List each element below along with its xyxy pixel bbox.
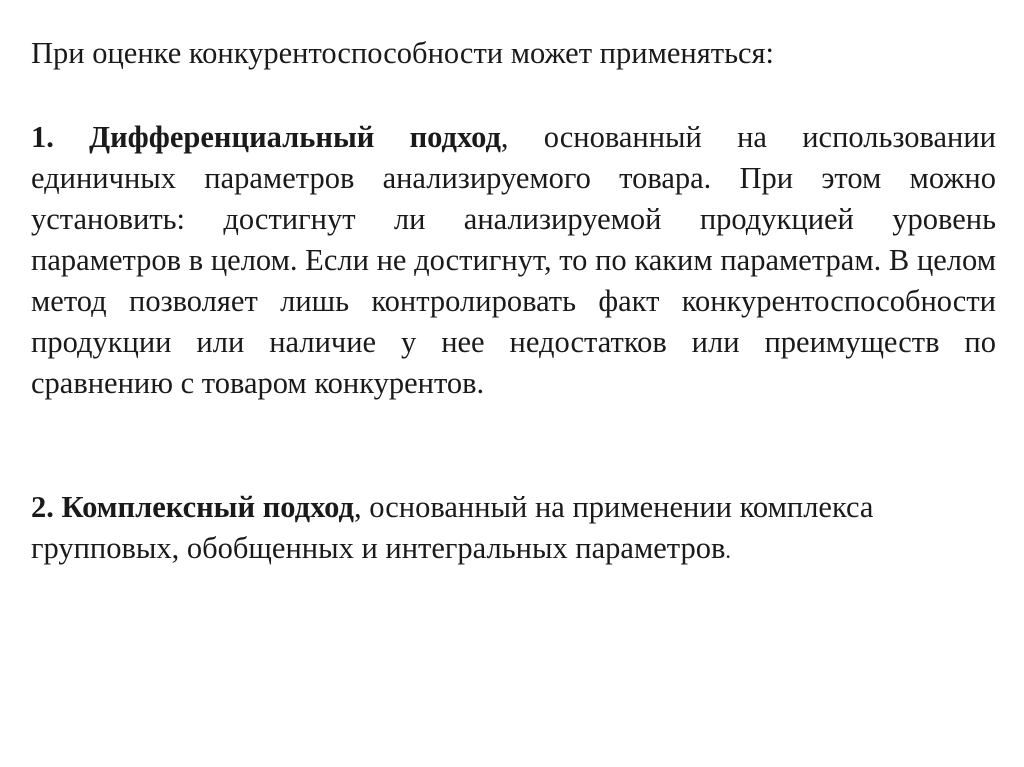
complex-approach-paragraph (31, 487, 981, 571)
item1-term: Дифференциальный подход (89, 120, 501, 154)
item2-number: 2. (31, 490, 54, 524)
differential-approach-paragraph (31, 117, 996, 404)
item2-term: Комплексный подход (61, 490, 354, 524)
item2-end-period: . (725, 538, 731, 563)
item1-description: , основанный на использовании единичных параметров анализируемого товара. При этом можно установить: достигнут ли анализируемой продукцией уровень параметров в целом. Если не достигнут, то по каким параметрам. В целом метод позволяет лишь контролировать факт конкурентоспособности продукции или наличие у нее недостатков или преимуществ по сравнению с товаром конкурентов. (31, 120, 996, 400)
intro-text: При оценке конкурентоспособности может применяться: (31, 36, 775, 70)
item1-number: 1. (31, 120, 54, 154)
item2-description: , основанный на применении комплекса групповых, обобщенных и интегральных параметров (31, 490, 874, 565)
